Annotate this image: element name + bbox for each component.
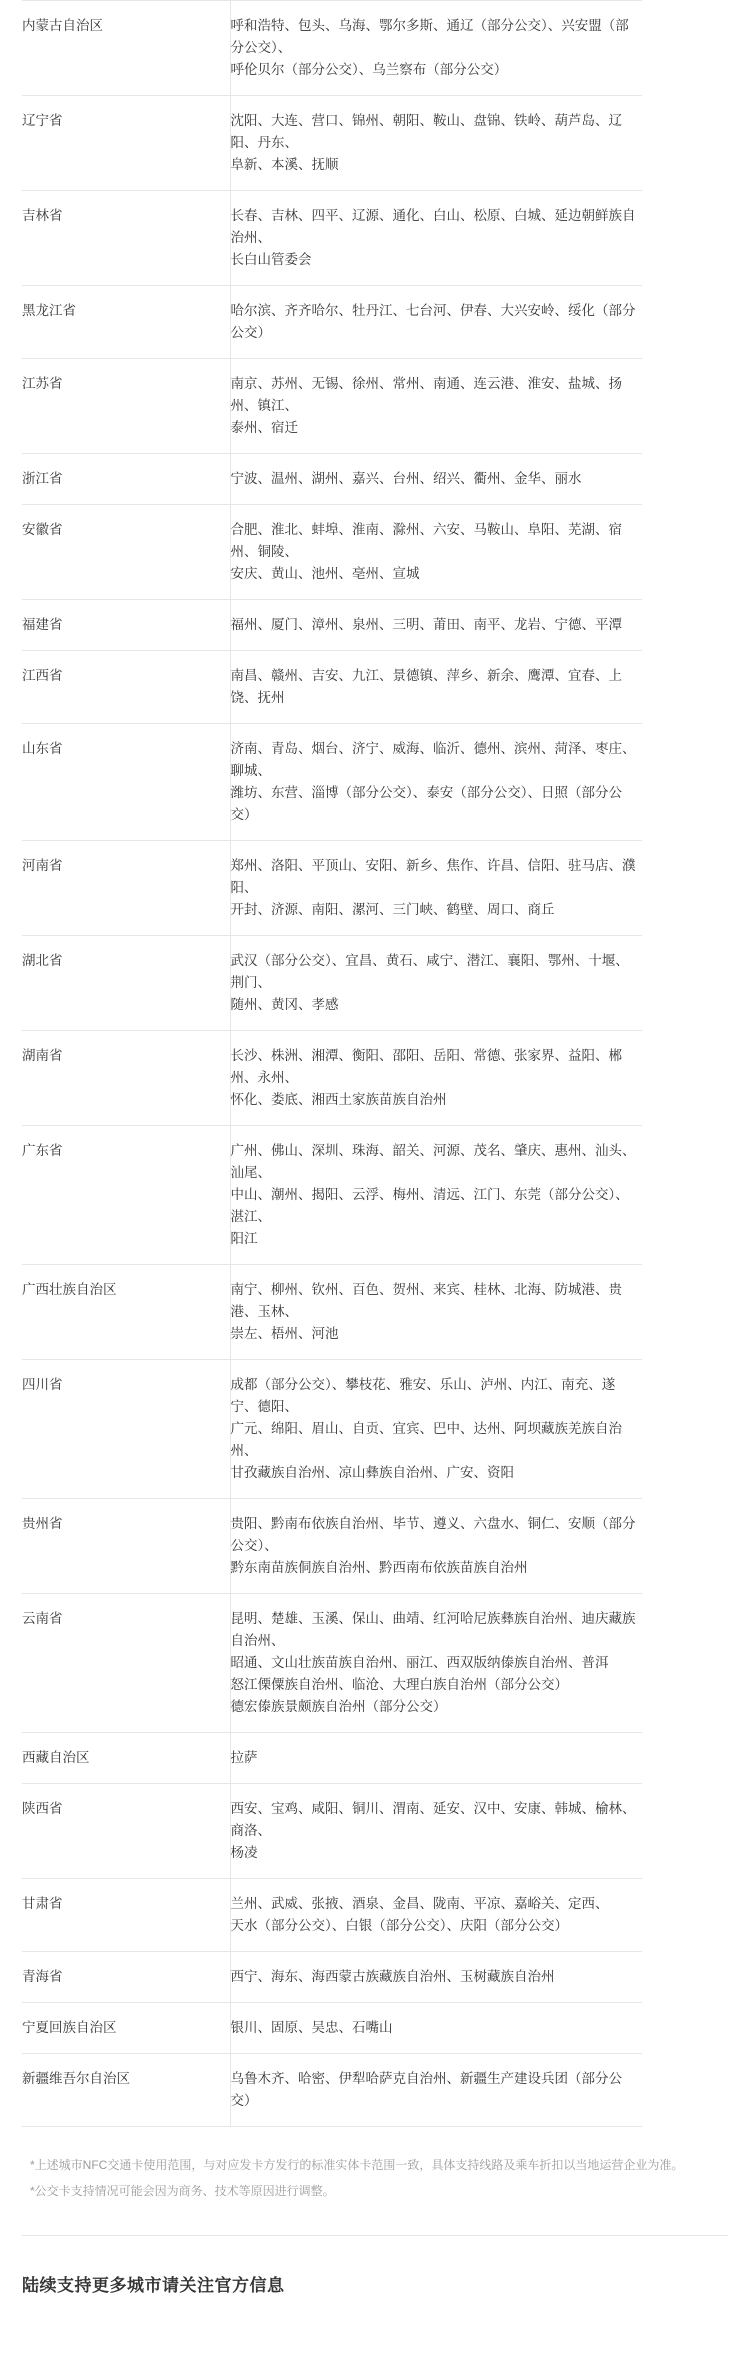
- table-row: [22, 1031, 642, 1126]
- cities-line: 崇左、梧州、河池: [230, 1326, 339, 1341]
- cities-cell: [230, 359, 642, 454]
- cities-line: 长白山管委会: [230, 252, 312, 267]
- cities-line: 广元、绵阳、眉山、自贡、宜宾、巴中、达州、阿坝藏族羌族自治州、: [230, 1421, 622, 1458]
- cities-cell: [230, 1265, 642, 1360]
- bottom-spacer: [0, 2300, 750, 2370]
- cities-cell: [230, 600, 642, 651]
- region-cell: 辽宁省: [22, 113, 63, 128]
- region-cell: 江西省: [22, 668, 63, 683]
- cities-cell: [230, 96, 642, 191]
- section-divider: [22, 2235, 728, 2236]
- cities-line: 兰州、武威、张掖、酒泉、金昌、陇南、平凉、嘉峪关、定西、: [230, 1896, 609, 1911]
- cities-cell: [230, 724, 642, 841]
- cities-line: 银川、固原、吴忠、石嘴山: [230, 2020, 393, 2035]
- region-cell: 新疆维吾尔自治区: [22, 2071, 130, 2086]
- cities-line: 贵阳、黔南布依族自治州、毕节、遵义、六盘水、铜仁、安顺（部分公交）、: [230, 1516, 636, 1553]
- cities-line: 中山、潮州、揭阳、云浮、梅州、清远、江门、东莞（部分公交）、湛江、: [230, 1187, 629, 1224]
- region-cell: 黑龙江省: [22, 303, 76, 318]
- table-row: [22, 359, 642, 454]
- region-cell: 陕西省: [22, 1801, 63, 1816]
- table-row: [22, 1, 642, 96]
- supported-cities-table: [22, 0, 642, 2127]
- region-cell: 河南省: [22, 858, 63, 873]
- cities-line: 拉萨: [230, 1750, 258, 1765]
- table-row: [22, 1265, 642, 1360]
- cities-line: 泰州、宿迁: [230, 420, 298, 435]
- cities-cell: [230, 1952, 642, 2003]
- cities-cell: [230, 1733, 642, 1784]
- cities-line: 长沙、株洲、湘潭、衡阳、邵阳、岳阳、常德、张家界、益阳、郴州、永州、: [230, 1048, 622, 1085]
- table-row: [22, 841, 642, 936]
- cities-cell: [230, 1499, 642, 1594]
- table-row: [22, 651, 642, 724]
- region-cell: 甘肃省: [22, 1896, 63, 1911]
- cities-cell: [230, 1360, 642, 1499]
- table-body: [22, 1, 642, 2127]
- region-cell: 吉林省: [22, 208, 63, 223]
- table-row: [22, 1784, 642, 1879]
- table-row: [22, 2003, 642, 2054]
- table-row: [22, 936, 642, 1031]
- table-row: [22, 1952, 642, 2003]
- cities-line: 西安、宝鸡、咸阳、铜川、渭南、延安、汉中、安康、韩城、榆林、商洛、: [230, 1801, 636, 1838]
- cities-line: 开封、济源、南阳、漯河、三门峡、鹤壁、周口、商丘: [230, 902, 555, 917]
- table-row: [22, 505, 642, 600]
- cities-line: 随州、黄冈、孝感: [230, 997, 339, 1012]
- cities-cell: [230, 1031, 642, 1126]
- cities-line: 西宁、海东、海西蒙古族藏族自治州、玉树藏族自治州: [230, 1969, 555, 1984]
- cities-cell: [230, 1784, 642, 1879]
- cities-line: 乌鲁木齐、哈密、伊犁哈萨克自治州、新疆生产建设兵团（部分公交）: [230, 2071, 622, 2108]
- region-cell: 广西壮族自治区: [22, 1282, 117, 1297]
- cities-line: 南京、苏州、无锡、徐州、常州、南通、连云港、淮安、盐城、扬州、镇江、: [230, 376, 622, 413]
- region-cell: 四川省: [22, 1377, 63, 1392]
- footer-title: 陆续支持更多城市请关注官方信息: [22, 2276, 285, 2295]
- table-row: [22, 1360, 642, 1499]
- cities-line: 德宏傣族景颇族自治州（部分公交）: [230, 1699, 447, 1714]
- region-cell: 云南省: [22, 1611, 63, 1626]
- region-cell: 宁夏回族自治区: [22, 2020, 117, 2035]
- region-cell: 贵州省: [22, 1516, 63, 1531]
- notes-section: [0, 2155, 750, 2201]
- cities-line: 沈阳、大连、营口、锦州、朝阳、鞍山、盘锦、铁岭、葫芦岛、辽阳、丹东、: [230, 113, 622, 150]
- table-row: [22, 600, 642, 651]
- cities-line: 杨凌: [230, 1845, 258, 1860]
- table-row: [22, 724, 642, 841]
- cities-cell: [230, 191, 642, 286]
- cities-cell: [230, 841, 642, 936]
- cities-cell: [230, 1, 642, 96]
- cities-line: 宁波、温州、湖州、嘉兴、台州、绍兴、衢州、金华、丽水: [230, 471, 582, 486]
- region-cell: 内蒙古自治区: [22, 18, 103, 33]
- cities-line: 天水（部分公交）、白银（部分公交）、庆阳（部分公交）: [230, 1918, 568, 1933]
- cities-line: 昭通、文山壮族苗族自治州、丽江、西双版纳傣族自治州、普洱: [230, 1655, 609, 1670]
- note-item: *公交卡支持情况可能会因为商务、技术等原因进行调整。: [30, 2184, 335, 2198]
- table-row: [22, 454, 642, 505]
- table-row: [22, 1733, 642, 1784]
- cities-cell: [230, 454, 642, 505]
- table-row: [22, 1594, 642, 1733]
- region-cell: 青海省: [22, 1969, 63, 1984]
- cities-line: 阳江: [230, 1231, 258, 1246]
- cities-line: 安庆、黄山、池州、亳州、宣城: [230, 566, 420, 581]
- region-cell: 山东省: [22, 741, 63, 756]
- cities-line: 阜新、本溪、抚顺: [230, 157, 339, 172]
- cities-cell: [230, 2054, 642, 2127]
- cities-line: 昆明、楚雄、玉溪、保山、曲靖、红河哈尼族彝族自治州、迪庆藏族自治州、: [230, 1611, 636, 1648]
- cities-line: 呼和浩特、包头、乌海、鄂尔多斯、通辽（部分公交）、兴安盟（部分公交）、: [230, 18, 629, 55]
- cities-line: 潍坊、东营、淄博（部分公交）、泰安（部分公交）、日照（部分公交）: [230, 785, 622, 822]
- cities-cell: [230, 1126, 642, 1265]
- cities-cell: [230, 651, 642, 724]
- cities-cell: [230, 505, 642, 600]
- table-row: [22, 96, 642, 191]
- region-cell: 江苏省: [22, 376, 63, 391]
- cities-line: 南昌、赣州、吉安、九江、景德镇、萍乡、新余、鹰潭、宜春、上饶、抚州: [230, 668, 622, 705]
- cities-cell: [230, 2003, 642, 2054]
- cities-line: 武汉（部分公交）、宜昌、黄石、咸宁、潜江、襄阳、鄂州、十堰、荆门、: [230, 953, 629, 990]
- table-row: [22, 286, 642, 359]
- region-cell: 西藏自治区: [22, 1750, 90, 1765]
- cities-line: 甘孜藏族自治州、凉山彝族自治州、广安、资阳: [230, 1465, 514, 1480]
- cities-line: 黔东南苗族侗族自治州、黔西南布依族苗族自治州: [230, 1560, 528, 1575]
- cities-cell: [230, 1594, 642, 1733]
- cities-line: 广州、佛山、深圳、珠海、韶关、河源、茂名、肇庆、惠州、汕头、汕尾、: [230, 1143, 636, 1180]
- cities-cell: [230, 1879, 642, 1952]
- cities-line: 郑州、洛阳、平顶山、安阳、新乡、焦作、许昌、信阳、驻马店、濮阳、: [230, 858, 636, 895]
- table-row: [22, 1499, 642, 1594]
- table-row: [22, 191, 642, 286]
- region-cell: 广东省: [22, 1143, 63, 1158]
- cities-cell: [230, 286, 642, 359]
- region-cell: 福建省: [22, 617, 63, 632]
- table-row: [22, 1879, 642, 1952]
- cities-line: 济南、青岛、烟台、济宁、威海、临沂、德州、滨州、菏泽、枣庄、聊城、: [230, 741, 636, 778]
- region-cell: 湖北省: [22, 953, 63, 968]
- region-cell: 湖南省: [22, 1048, 63, 1063]
- region-cell: 浙江省: [22, 471, 63, 486]
- cities-cell: [230, 936, 642, 1031]
- region-cell: 安徽省: [22, 522, 63, 537]
- cities-line: 福州、厦门、漳州、泉州、三明、莆田、南平、龙岩、宁德、平潭: [230, 617, 622, 632]
- cities-line: 哈尔滨、齐齐哈尔、牡丹江、七台河、伊春、大兴安岭、绥化（部分公交）: [230, 303, 636, 340]
- cities-line: 呼伦贝尔（部分公交）、乌兰察布（部分公交）: [230, 62, 508, 77]
- note-item: *上述城市NFC交通卡使用范围，与对应发卡方发行的标准实体卡范围一致，具体支持线路及乘车折扣以当地运营企业为准。: [30, 2158, 684, 2172]
- cities-line: 合肥、淮北、蚌埠、淮南、滁州、六安、马鞍山、阜阳、芜湖、宿州、铜陵、: [230, 522, 622, 559]
- cities-line: 南宁、柳州、钦州、百色、贺州、来宾、桂林、北海、防城港、贵港、玉林、: [230, 1282, 622, 1319]
- table-row: [22, 1126, 642, 1265]
- table-row: [22, 2054, 642, 2127]
- cities-line: 成都（部分公交）、攀枝花、雅安、乐山、泸州、内江、南充、遂宁、德阳、: [230, 1377, 616, 1414]
- cities-line: 怀化、娄底、湘西土家族苗族自治州: [230, 1092, 447, 1107]
- cities-line: 怒江傈僳族自治州、临沧、大理白族自治州（部分公交）: [230, 1677, 568, 1692]
- cities-line: 长春、吉林、四平、辽源、通化、白山、松原、白城、延边朝鲜族自治州、: [230, 208, 636, 245]
